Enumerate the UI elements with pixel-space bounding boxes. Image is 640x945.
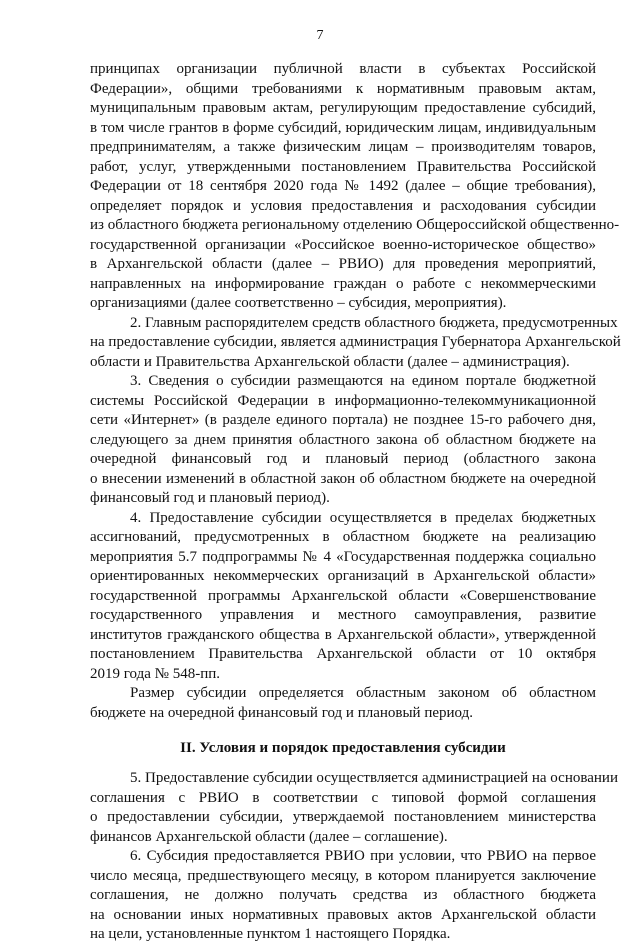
text-line: 2019 года № 548-пп. [90,665,220,682]
text-line: в Архангельской области (далее – РВИО) для проведения мероприятий, [90,256,596,272]
text-line: области и Правительства Архангельской области (далее – администрация). [90,353,570,370]
text-line: из областного бюджета региональному отделению Общероссийской общественно- [90,217,620,233]
text-line: на цели, установленные пунктом 1 настоящего Порядка. [90,926,451,942]
text-line: соглашения с РВИО в соответствии с типовой формой соглашения [90,789,596,806]
text-line: 4. Предоставление субсидии осуществляется в пределах бюджетных [130,509,596,526]
text-line: следующего за днем принятия областного закона об областном бюджете на [90,431,596,448]
text-line: системы Российской Федерации в информационно-телекоммуникационной [90,392,596,409]
text-line: число месяца, предшествующего месяцу, в котором планируется заключение [90,867,596,884]
text-line: институтов гражданского общества в Архангельской области», утвержденной [90,626,596,643]
text-line: 6. Субсидия предоставляется РВИО при условии, что РВИО на первое [130,848,596,864]
text-line: 3. Сведения о субсидии размещаются на едином портале бюджетной [130,373,596,389]
text-line: предпринимателям, а также физическим лицам – производителям товаров, [90,139,596,155]
text-line: 5. Предоставление субсидии осуществляется администрацией на основании [130,770,618,786]
text-line: очередной финансовый год и плановый период (областного закона [90,451,596,467]
text-line: финансовый год и плановый период). [90,490,330,506]
text-line: 2. Главным распорядителем средств областного бюджета, предусмотренных [130,314,618,331]
text-line: Федерации», общими требованиями к нормативным правовым актам, [90,80,596,97]
text-line: в том числе грантов в форме субсидий, юридическим лицам, индивидуальным [90,119,596,136]
text-line: финансов Архангельской области (далее – соглашение). [90,828,448,845]
text-line: соглашения, не должно получать средства из областного бюджета [90,887,596,903]
text-line: мероприятия 5.7 подпрограммы № 4 «Государственная поддержка социально [90,548,596,565]
text-line: сети «Интернет» (в разделе единого портала) не позднее 15-го рабочего дня, [90,412,596,428]
text-line: о внесении изменений в областной закон об областном бюджете на очередной [90,470,596,487]
page-number: 7 [316,28,324,43]
text-line: направленных на информирование граждан о работе с некоммерческими [90,275,596,292]
text-line: на предоставление субсидии, является администрация Губернатора Архангельской [90,334,621,350]
text-line: государственной программы Архангельской области «Совершенствование [90,587,596,604]
document-body [90,60,621,945]
text-line: определяет порядок и условия предоставления и расходования субсидии [90,197,596,214]
text-line: принципах организации публичной власти в субъектах Российской [90,61,596,77]
text-line: работ, услуг, утвержденными постановлением Правительства Российской [90,158,596,175]
text-line: ориентированных некоммерческих организаций в Архангельской области» [90,568,596,584]
text-line: ассигнований, предусмотренных в областном бюджете на реализацию [90,529,596,545]
text-line: муниципальным правовым актам, регулирующим предоставление субсидий, [90,100,596,116]
text-line: государственной организации «Российское военно-историческое общество» [90,236,596,253]
text-line: государственного управления и местного самоуправления, развитие [90,607,596,623]
text-line: о предоставлении субсидии, утверждаемой постановлением министерства [90,809,596,825]
text-line: Федерации от 18 сентября 2020 года № 1492 (далее – общие требования), [90,178,596,194]
text-line: организациями (далее соответственно – субсидия, мероприятия). [90,295,507,311]
section-heading: II. Условия и порядок предоставления субсидии [180,740,506,756]
text-line: на основании иных нормативных правовых актов Архангельской области [90,906,596,923]
text-line: Размер субсидии определяется областным законом об областном [130,685,596,701]
text-line: постановлением Правительства Архангельской области от 10 октября [90,646,596,662]
text-line: бюджете на очередной финансовый год и плановый период. [90,704,473,721]
